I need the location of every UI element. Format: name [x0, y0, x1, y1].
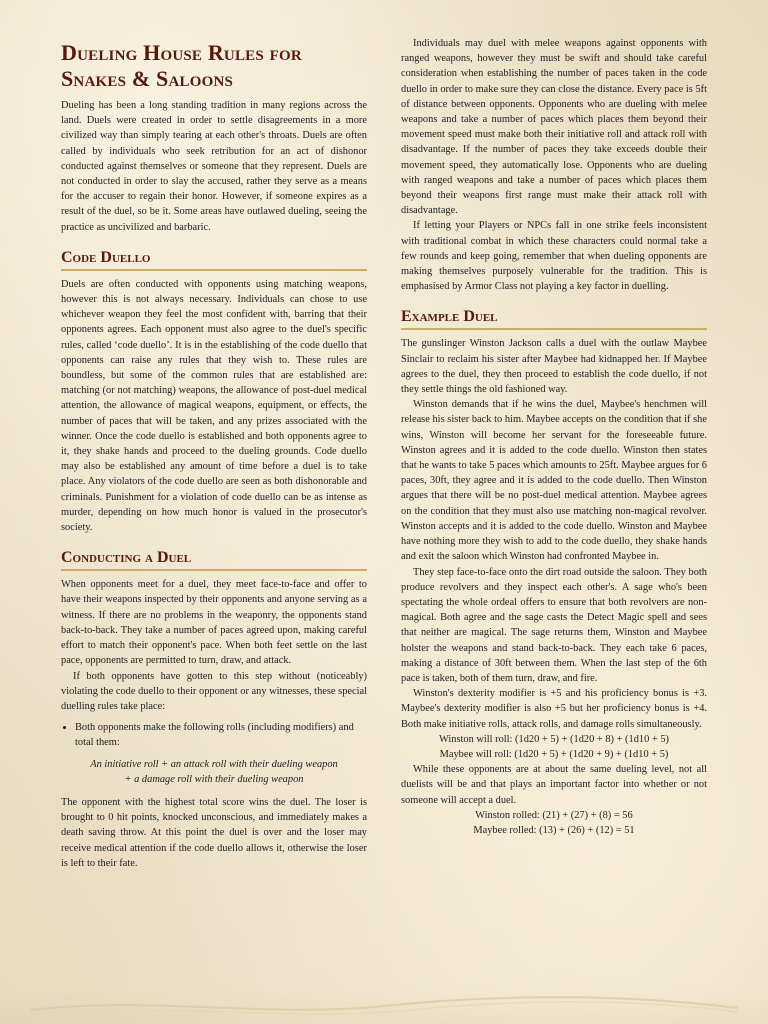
example-paragraph-2: Winston demands that if he wins the duel, Maybee's henchmen will release his sister back to him. Maybee accepts on the condition that if she wins, Winston will become her servant for the foreseeable future. Winston agrees and it is added to the code duello. Winston then states that he wants to take 5 paces which amounts to 25ft. Maybee argues for 6 paces, 30ft, they agree and it is added to the code duello. Then Winston argues that there will be no post-duel medical attention. Maybee agrees on the condition that they must also use matching non-magical revolver. Winston accepts and it is added to the code duello. Winston and Maybee have nothing more they wish to add to the code duello, they shake hands and exit the saloon which Winston had confronted Maybee in.	[401, 399, 707, 563]
example-paragraph-5: While these opponents are at about the same dueling level, not all duelists will be and that plays an important factor into whether or not someone will accept a duel.	[401, 764, 707, 806]
code-duello-heading: Code Duello	[61, 249, 367, 271]
winston-result-line: Winston rolled: (21) + (27) + (8) = 56	[475, 809, 633, 821]
maybee-roll-line: Maybee will roll: (1d20 + 5) + (1d20 + 9) + (1d10 + 5)	[439, 748, 669, 760]
list-item: • Both opponents make the following rolls (including modifiers) and total them:	[75, 720, 367, 750]
title-line-1: Dueling House Rules for	[61, 40, 302, 65]
left-column	[61, 36, 367, 871]
footer-swirl-decoration	[30, 992, 738, 1018]
ranged-paragraph: Individuals may duel with melee weapons against opponents with ranged weapons, however they must be swift and should take careful consideration when establishing the number of paces taken in the code duello in order to make sure they can close the distance. Every pace is 5ft of distance between opponents. Opponents who are dueling with melee weapons and take a number of paces which places them beyond their movement speed must make both their initiative roll and attack roll with disadvantage. If the number of paces they take exceeds double their movement speed, they automatically lose. Opponents who are dueling with ranged weapons and take a number of paces which places them beyond their weapons first range must make their attack roll with disadvantage.	[401, 38, 707, 217]
winston-roll-line: Winston will roll: (1d20 + 5) + (1d20 + 8) + (1d10 + 5)	[438, 733, 670, 745]
roll-formula	[61, 757, 367, 787]
example-paragraph-4: Winston's dexterity modifier is +5 and his proficiency bonus is +3. Maybee's dexterity modifier is also +5 but her proficiency bonus is +4. Both make initiative rolls, attack rolls, and damage rolls simultaneously.	[401, 688, 707, 730]
conducting-heading: Conducting a Duel	[61, 549, 367, 571]
conducting-paragraph-3: The opponent with the highest total score wins the duel. The loser is brought to 0 hit points, knocked unconscious, and immediately makes a death saving throw. At this point the duel is over and the loser may receive medical attention if the code duello allows it, otherwise the loser is left to their fate.	[61, 796, 367, 869]
maybee-result-line: Maybee rolled: (13) + (26) + (12) = 51	[473, 824, 635, 836]
code-duello-paragraph: Duels are often conducted with opponents using matching weapons, however this is not always necessary. Individuals can chose to use whichever weapon they feel the most confident with, barring that their opponents agrees. Each opponent must also agree to the duel's specific rules, called ‘code duello’. It is in the establishing of the code duello that opponents can raise any rules that they wish to. These rules are boundless, but some of the common rules that are established are: matching (or not matching) weapons, the allowance of post-duel medical attention, the allowance of magical weapons, equipment, or effects, the number of paces that will be taken, and any prizes associated with the winner. Once the code duello is established and both opponents agree to it, they shake hands and proceed to the dueling grounds. Code duello may also be established any amount of time before a duel is to take place. Any violators of the code duello are seen as both dishonorable and criminals. Punishment for a violation of code duello can be as intense as murder, depending on how much honor is valued in the prosecutor's society.	[61, 278, 367, 534]
intro-paragraph: Dueling has been a long standing tradition in many regions across the land. Duels were created in order to settle disagreements in a more civilized way than simply tearing at each other's throats. Duels are often called by individuals who seek retribution for an act of dishonor conducted against themselves or someone that they represent. Duels are not conducted in order to slay the accused, rather they serve as a means for the accuser to regain their honor. However, if someone expires as a result of the duel, so be it. Some areas have outlawed dueling, seeing the practice as uncivilized and barbaric.	[61, 100, 367, 233]
right-column	[401, 36, 707, 838]
example-duel-heading: Example Duel	[401, 308, 707, 330]
conducting-paragraph-1: When opponents meet for a duel, they meet face-to-face and offer to have their weapons inspected by their opponents and anyone serving as a witness. If there are no problems in the weaponry, the opponents stand back-to-back. They take a number of paces agreed upon, making careful effort to match their opponent's pace. When both feet settle on the last pace, opponents are permitted to turn, draw, and attack.	[61, 579, 367, 667]
one-strike-paragraph: If letting your Players or NPCs fall in one strike feels inconsistent with traditional combat in which these characters could normal take a few rounds and keep going, remember that when dueling opponents are making themselves purposely vulnerable for the tradition. This is emphasised by Armor Class not playing a key factor in duelling.	[401, 220, 707, 293]
example-paragraph-3: They step face-to-face onto the dirt road outside the saloon. They both produce revolvers and they inspect each other's. A sage who's been spectating the whole ordeal offers to ensure that both revolvers are non-magical. Both agree and the sage casts the Detect Magic spell and sees that neither are magical. The sage returns them, Winston and Maybee holster the weapons and stand back-to-back. They each take 6 paces, making a distance of 30ft between them. When the last step of the 6th pace is taken, both of them turn, draw, and fire.	[401, 566, 707, 684]
formula-line-2: + a damage roll with their dueling weapon	[124, 773, 304, 785]
conducting-paragraph-2: If both opponents have gotten to this step without (noticeably) violating the code duello to their opponent or any witnesses, these special duelling rules take place:	[61, 670, 367, 712]
formula-line-1: An initiative roll + an attack roll with their dueling weapon	[90, 758, 338, 770]
page-title	[61, 40, 367, 92]
rules-list	[61, 720, 367, 750]
example-paragraph-1: The gunslinger Winston Jackson calls a duel with the outlaw Maybee Sinclair to reclaim his sister after Maybee had kidnapped her. If Maybee agrees to the duel, they then proceed to establish the code duello, if not they settle things the old fashioned way.	[401, 338, 707, 396]
title-line-2: Snakes & Saloons	[61, 66, 234, 91]
